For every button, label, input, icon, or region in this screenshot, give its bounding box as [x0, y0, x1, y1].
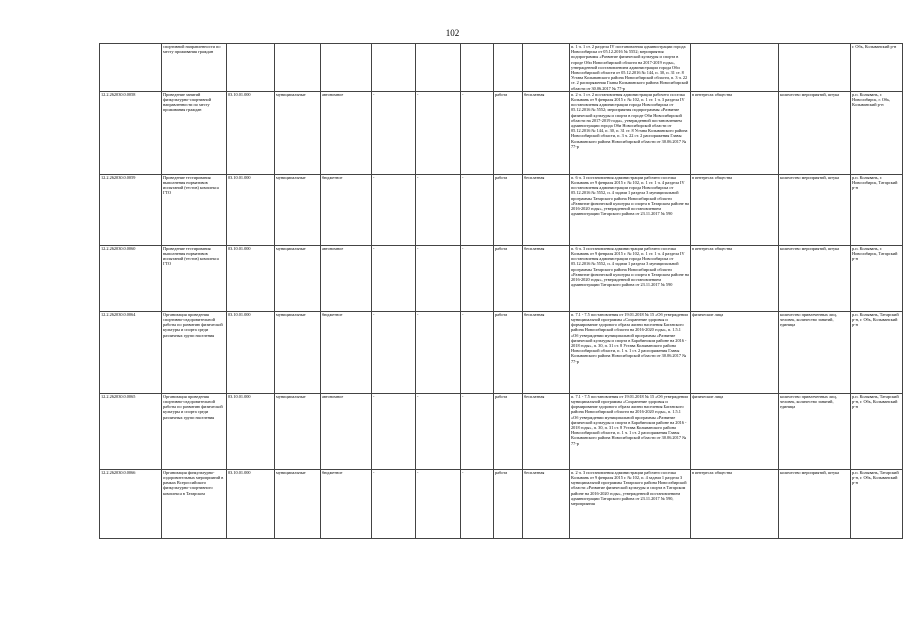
institution-kind-cell: автономное	[321, 245, 372, 311]
location-cell: р.п. Колывань, Татарский р-н, г. Обь, Колыванский р-н	[851, 393, 903, 469]
indicator-cell: количество привлеченных лиц, человек, количество занятий, единица	[779, 393, 851, 469]
blank-cell: -	[416, 174, 461, 245]
fee-type-cell: бесплатная	[523, 245, 570, 311]
table-row	[100, 174, 903, 245]
work-type-cell: работа	[494, 311, 523, 393]
consumer-category-cell	[691, 44, 779, 92]
blank-cell: -	[416, 311, 461, 393]
blank-cell	[372, 44, 416, 92]
blank-cell: -	[461, 311, 494, 393]
institution-type-cell: муниципальные	[275, 91, 321, 174]
service-name-cell: Проведение тестирования выполнения нормативов испытаний (тестов) комплекса ГТО	[162, 245, 227, 311]
blank-cell	[416, 44, 461, 92]
legal-basis-cell: п. 7.1 - 7.5 постановления от 19.01.2018 № 15 «Об утверждении муниципальной программы «Сохранение здоровья и формирование здорового образа жизни населения Баганского района Новосибирской области на 2016-2020 годы», п. 1.5.1 «Об утверждении муниципальной программы «Развитие физической культуры и спорта в Барабинском районе на 2016 - 2018 годы», п. 30, п. 31 ст. 8 Устава Колыванского района Новосибирской области, п. 1 ч. 1 ст. 2 распоряжения Главы Колыванского района Новосибирской области от 30.06.2017 № 77-р	[570, 393, 691, 469]
consumer-category-cell: физические лица	[691, 311, 779, 393]
work-type-cell: работа	[494, 393, 523, 469]
fee-type-cell: бесплатная	[523, 91, 570, 174]
fee-type-cell: бесплатная	[523, 469, 570, 538]
service-name-cell: Организация проведения спортивно-оздоровительной работы по развитию физической культуры и спорта среди различных групп населения	[162, 311, 227, 393]
blank-cell: -	[416, 91, 461, 174]
blank-cell: -	[461, 245, 494, 311]
location-cell: р.п. Колывань, Татарский р-н, г. Обь, Колыванский р-н	[851, 469, 903, 538]
fee-type-cell: бесплатная	[523, 174, 570, 245]
institution-kind-cell: автономное	[321, 393, 372, 469]
indicator-cell: количество мероприятий, штука	[779, 469, 851, 538]
indicator-cell: количество мероприятий, штука	[779, 245, 851, 311]
service-code-cell: 12.2.262030.0.0059	[100, 174, 162, 245]
page-number: 102	[445, 28, 460, 38]
service-code-cell: 12.2.262030.0.0058	[100, 91, 162, 174]
blank-cell: -	[372, 174, 416, 245]
okved-code-cell: 03.10.01.000	[227, 469, 275, 538]
institution-kind-cell: бюджетное	[321, 469, 372, 538]
work-type-cell: работа	[494, 469, 523, 538]
service-name-cell: Организация физкультурно-оздоровительных мероприятий в рамках Всероссийского физкультурно-спортивного комплекса в Татарском	[162, 469, 227, 538]
okved-code-cell	[227, 44, 275, 92]
consumer-category-cell: в интересах общества	[691, 469, 779, 538]
okved-code-cell: 03.10.01.000	[227, 311, 275, 393]
blank-cell: -	[372, 393, 416, 469]
institution-type-cell: муниципальные	[275, 174, 321, 245]
legal-basis-cell: п. 2 ч. 3 постановления администрации рабочего поселка Колывань от 9 февраля 2015 г. № 102, п. 4 задачи 1 раздела 3 муниципальной программы Татарского района Новосибирской области «Развитие физической культуры и спорта в Татарском районе на 2016-2020 годы», утвержденной постановлением администрации Татарского района от 23.11.2017 № 590, мероприятия	[570, 469, 691, 538]
indicator-cell: количество мероприятий, штука	[779, 174, 851, 245]
legal-basis-cell: п. 6 ч. 3 постановления администрации рабочего поселка Колывань от 9 февраля 2015 г. № 102, п. 1 ст. 1 ч. 4 раздела IV постановления администрации города Новосибирска от 05.12.2016 № 5552, п. 4 задачи 1 раздела 3 муниципальной программы Татарского района Новосибирской области «Развитие физической культуры и спорта в Татарском районе на 2016-2020 годы», утвержденной постановлением администрации Татарского района от 23.11.2017 № 590	[570, 174, 691, 245]
okved-code-cell: 03.10.01.000	[227, 245, 275, 311]
okved-code-cell: 03.10.01.000	[227, 393, 275, 469]
table-row	[100, 245, 903, 311]
institution-type-cell	[275, 44, 321, 92]
legal-basis-cell: п. 2 ч. 1 ст. 2 постановления администрации рабочего поселка Колывань от 9 февраля 2015 г. № 102, п. 1 ст. 1 ч. 3 раздела IV постановления администрации города Новосибирска от 05.12.2016 № 5552; мероприятия подпрограммы «Развитие физической культуры и спорта в городе Оби Новосибирской области на 2017-2019 годы», утвержденной постановлением администрации города Оби Новосибирской области от 05.12.2016 № 144, п. 30, п. 31 ст. 8 Устава Колыванского района Новосибирской области, п. 3 ч. 22 ст. 2 распоряжения Главы Колыванского района Новосибирской области от 30.06.2017 № 77-р	[570, 91, 691, 174]
indicator-cell: количество мероприятий, штука	[779, 91, 851, 174]
institution-kind-cell: бюджетное	[321, 174, 372, 245]
institution-kind-cell: бюджетное	[321, 311, 372, 393]
blank-cell: -	[372, 469, 416, 538]
legal-basis-cell: п. 1 ч. 1 ст. 2 раздела IV постановления администрации города Новосибирска от 05.12.2016 № 5552; мероприятия подпрограммы «Развитие физической культуры и спорта в городе Оби Новосибирской области на 2017-2019 годы», утвержденной постановлением администрации города Оби Новосибирской области от 05.12.2016 № 144, п. 30, п. 31 ст. 8 Устава Колыванского района Новосибирской области, п. 3 ч. 22 ст. 2 распоряжения Главы Колыванского района Новосибирской области от 30.06.2017 № 77-р	[570, 44, 691, 92]
table-row	[100, 91, 903, 174]
institution-kind-cell	[321, 44, 372, 92]
location-cell: р.п. Колывань, г. Новосибирск, Татарский р-н	[851, 245, 903, 311]
work-type-cell: работа	[494, 245, 523, 311]
okved-code-cell: 03.10.01.000	[227, 91, 275, 174]
institution-type-cell: муниципальные	[275, 311, 321, 393]
blank-cell: -	[461, 91, 494, 174]
work-type-cell: работа	[494, 174, 523, 245]
service-name-cell: спортивной направленности по месту проживания граждан	[162, 44, 227, 92]
service-name-cell: Организация проведения спортивно-оздоровительной работы по развитию физической культуры и спорта среди различных групп населения	[162, 393, 227, 469]
legal-basis-cell: п. 7.1 - 7.5 постановления от 19.01.2018 № 15 «Об утверждении муниципальной программы «Сохранение здоровья и формирование здорового образа жизни населения Баганского района Новосибирской области на 2016-2020 годы», п. 1.5.1 «Об утверждении муниципальной программы «Развитие физической культуры и спорта в Барабинском районе на 2016 - 2018 годы», п. 30, п. 31 ст. 8 Устава Колыванского района Новосибирской области, п. 1 ч. 1 ст. 2 распоряжения Главы Колыванского района Новосибирской области от 30.06.2017 № 77-р	[570, 311, 691, 393]
consumer-category-cell: в интересах общества	[691, 91, 779, 174]
fee-type-cell: бесплатная	[523, 311, 570, 393]
service-code-cell	[100, 44, 162, 92]
institution-type-cell: муниципальные	[275, 469, 321, 538]
blank-cell: -	[461, 174, 494, 245]
location-cell: р.п. Колывань, г. Новосибирск, Татарский р-н	[851, 174, 903, 245]
legal-basis-cell: п. 6 ч. 3 постановления администрации рабочего поселка Колывань от 9 февраля 2015 г. № 102, п. 1 ст. 1 ч. 4 раздела IV постановления администрации города Новосибирска от 05.12.2016 № 5552, п. 4 задачи 1 раздела 3 муниципальной программы Татарского района Новосибирской области «Развитие физической культуры и спорта в Татарском районе на 2016-2020 годы», утвержденной постановлением администрации Татарского района от 23.11.2017 № 590	[570, 245, 691, 311]
institution-type-cell: муниципальные	[275, 245, 321, 311]
work-type-cell: работа	[494, 91, 523, 174]
consumer-category-cell: в интересах общества	[691, 245, 779, 311]
table-row	[100, 469, 903, 538]
okved-code-cell: 03.10.01.000	[227, 174, 275, 245]
location-cell: р.п. Колывань, г. Новосибирск, г. Обь, Колыванский р-н	[851, 91, 903, 174]
fee-type-cell: бесплатная	[523, 393, 570, 469]
location-cell: г. Обь, Колыванский р-н	[851, 44, 903, 92]
service-name-cell: Проведение тестирования выполнения нормативов испытаний (тестов) комплекса ГТО	[162, 174, 227, 245]
service-code-cell: 12.2.262030.0.0064	[100, 311, 162, 393]
blank-cell: -	[416, 245, 461, 311]
blank-cell: -	[416, 393, 461, 469]
fee-type-cell	[523, 44, 570, 92]
blank-cell	[461, 44, 494, 92]
blank-cell: -	[372, 91, 416, 174]
blank-cell: -	[461, 393, 494, 469]
blank-cell: -	[416, 469, 461, 538]
service-name-cell: Проведение занятий физкультурно-спортивной направленности по месту проживания граждан	[162, 91, 227, 174]
institution-type-cell: муниципальные	[275, 393, 321, 469]
service-code-cell: 12.2.262030.0.0065	[100, 393, 162, 469]
table-row	[100, 311, 903, 393]
table-row	[100, 393, 903, 469]
table-row	[100, 44, 903, 92]
location-cell: р.п. Колывань, Татарский р-н, г. Обь, Колыванский р-н	[851, 311, 903, 393]
service-code-cell: 12.2.262030.0.0066	[100, 469, 162, 538]
institution-kind-cell: автономное	[321, 91, 372, 174]
registry-table	[99, 43, 903, 539]
blank-cell: -	[372, 245, 416, 311]
consumer-category-cell: в интересах общества	[691, 174, 779, 245]
consumer-category-cell: физические лица	[691, 393, 779, 469]
blank-cell: -	[461, 469, 494, 538]
service-code-cell: 12.2.262030.0.0060	[100, 245, 162, 311]
indicator-cell: количество привлеченных лиц, человек, количество занятий, единица	[779, 311, 851, 393]
blank-cell: -	[372, 311, 416, 393]
work-type-cell	[494, 44, 523, 92]
indicator-cell	[779, 44, 851, 92]
